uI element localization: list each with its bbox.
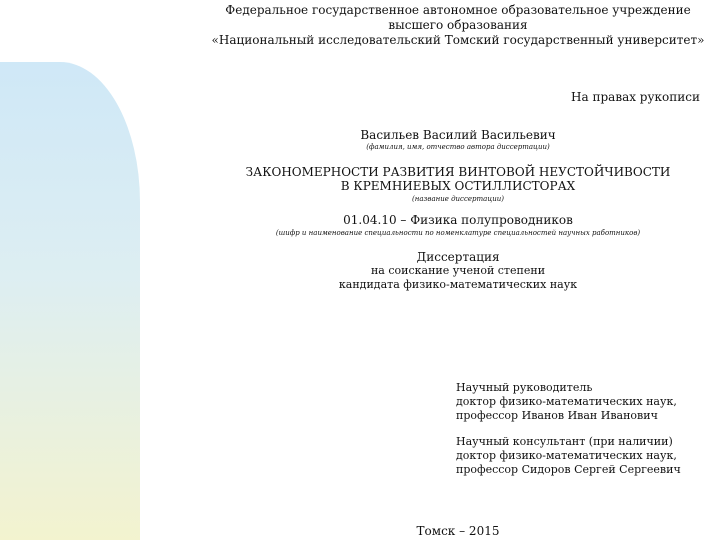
- supervisor-label: Научный руководитель: [456, 381, 593, 394]
- specialty-caption: (шифр и наименование специальности по номенклатуре специальностей научных работников): [275, 229, 641, 237]
- consultant-name: профессор Сидоров Сергей Сергеевич: [456, 463, 681, 476]
- footer-city-year: Томск – 2015: [416, 524, 500, 538]
- manuscript-note: На правах рукописи: [571, 90, 700, 104]
- header-line-1: Федеральное государственное автономное образовательное учреждение: [225, 3, 691, 17]
- consultant-label: Научный консультант (при наличии): [456, 435, 673, 448]
- degree-line-2: кандидата физико-математических наук: [338, 278, 578, 291]
- dissertation-title-line-2: В КРЕМНИЕВЫХ ОСТИЛЛИСТОРАХ: [340, 179, 576, 193]
- decorative-gradient-shape: [0, 62, 140, 540]
- author-name: Васильев Василий Васильевич: [360, 128, 556, 142]
- supervisor-degree: доктор физико-математических наук,: [456, 395, 677, 408]
- supervisor-block: [456, 381, 677, 423]
- consultant-block: [456, 435, 681, 477]
- degree-title: Диссертация: [416, 250, 500, 264]
- dissertation-title-caption: (название диссертации): [412, 195, 504, 203]
- author-caption: (фамилия, имя, отчество автора диссертации): [366, 143, 550, 151]
- specialty-code: 01.04.10 – Физика полупроводников: [343, 213, 573, 227]
- header-line-3: «Национальный исследовательский Томский государственный университет»: [211, 33, 705, 47]
- dissertation-title-line-1: ЗАКОНОМЕРНОСТИ РАЗВИТИЯ ВИНТОВОЙ НЕУСТОЙЧИВОСТИ: [245, 165, 671, 179]
- supervisor-name: профессор Иванов Иван Иванович: [456, 409, 658, 422]
- degree-line-1: на соискание ученой степени: [370, 264, 546, 277]
- consultant-degree: доктор физико-математических наук,: [456, 449, 677, 462]
- header-line-2: высшего образования: [388, 18, 528, 32]
